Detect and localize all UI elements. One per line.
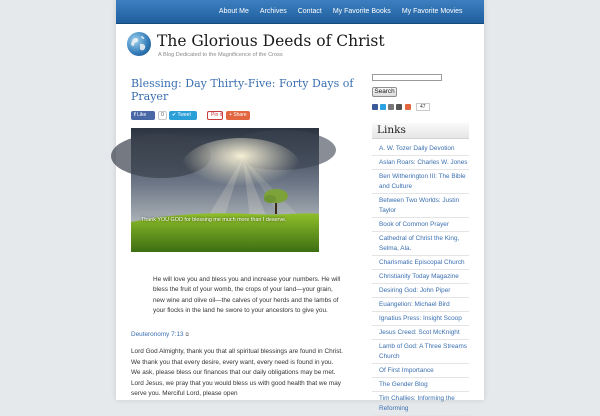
verse-reference[interactable]	[131, 331, 189, 338]
share-label: Share	[233, 112, 247, 118]
link-item[interactable]: The Gender Blog	[372, 378, 469, 392]
page-container	[116, 0, 484, 412]
plus-icon: +	[229, 112, 232, 118]
nav-menu	[213, 0, 468, 24]
link-item[interactable]: Between Two Worlds: Justin Taylor	[372, 194, 469, 218]
link-item[interactable]: Book of Common Prayer	[372, 218, 469, 232]
link-item[interactable]: Christianity Today Magazine	[372, 270, 469, 284]
link-item[interactable]: Euangelion: Michael Bird	[372, 298, 469, 312]
link-item[interactable]: Ben Witherington III: The Bible and Culture	[372, 170, 469, 194]
tweet-label: Tweet	[177, 112, 191, 118]
scripture-quote: He will love you and bless you and increase your numbers. He will bless the fruit of your womb, the crops of your land—your grain, new wine and olive oil—the calves of your herds and the lambs of your flocks in the land he swore to your ancestors to give you.	[153, 276, 341, 314]
site-header	[126, 32, 476, 62]
site-title[interactable]: The Glorious Deeds of Christ	[157, 32, 385, 50]
link-item[interactable]: Ignatius Press: Insight Scoop	[372, 312, 469, 326]
pin-it-button[interactable]: Pin it	[207, 111, 223, 120]
print-icon[interactable]	[396, 104, 402, 110]
image-caption: Thank YOU GOD for blessing me much more than I deserve.	[141, 217, 287, 223]
link-item[interactable]: Desiring God: John Piper	[372, 284, 469, 298]
link-item[interactable]: Lamb of God: A Three Streams Church	[372, 340, 469, 364]
globe-logo-icon[interactable]	[127, 32, 151, 56]
facebook-icon: f	[134, 112, 136, 118]
link-item[interactable]: Jesus Creed: Scot McKnight	[372, 326, 469, 340]
nav-item-archives[interactable]: Archives	[259, 8, 287, 15]
email-icon[interactable]	[388, 104, 394, 110]
nav-item-favorite-movies[interactable]: My Favorite Movies	[401, 8, 463, 15]
link-item[interactable]: Cathedral of Christ the King, Selma, Ala.	[372, 232, 469, 256]
nav-item-favorite-books[interactable]: My Favorite Books	[332, 8, 391, 15]
site-tagline: A Blog Dedicated to the Magnificence of the Cross	[158, 52, 283, 58]
facebook-like-button[interactable]	[131, 111, 155, 120]
twitter-icon[interactable]	[380, 104, 386, 110]
links-heading: Links	[372, 123, 469, 139]
post-title[interactable]: Blessing: Day Thirty-Five: Forty Days of Prayer	[131, 77, 354, 103]
post-body: Lord God Almighty, thank you that all spiritual blessings are found in Christ. We thank you that every desire, every want, every need is found in you. We ask, please bless our finances that our daily obligations may be met. Lord Jesus, we pray that you would bless us with good health that we may serve you. Merciful Lord, please open	[131, 348, 343, 398]
like-count: 0	[158, 111, 167, 120]
verse-reference-label: Deuteronomy 7:13	[131, 331, 184, 338]
tweet-button[interactable]	[169, 111, 197, 120]
link-item[interactable]: Tim Challies: Informing the Reforming	[372, 392, 469, 416]
top-navigation	[116, 0, 484, 24]
post-image	[131, 128, 319, 252]
nav-item-contact[interactable]: Contact	[297, 8, 322, 15]
search-input[interactable]	[372, 74, 442, 81]
link-item[interactable]: Aslan Roars: Charles W. Jones	[372, 156, 469, 170]
link-item[interactable]: Charismatic Episcopal Church	[372, 256, 469, 270]
link-item[interactable]: A. W. Tozer Daily Devotion	[372, 142, 469, 156]
share-count: 47	[416, 103, 430, 111]
search-button[interactable]: Search	[372, 87, 397, 97]
links-list	[372, 142, 469, 416]
share-button[interactable]	[226, 111, 250, 120]
external-link-icon: ⧉	[185, 332, 189, 338]
twitter-icon: ✔	[172, 112, 177, 118]
facebook-icon[interactable]	[372, 104, 378, 110]
nav-item-about[interactable]: About Me	[218, 8, 249, 15]
link-item[interactable]: Of First Importance	[372, 364, 469, 378]
like-label: Like	[137, 112, 147, 118]
plus-icon[interactable]	[405, 104, 411, 110]
